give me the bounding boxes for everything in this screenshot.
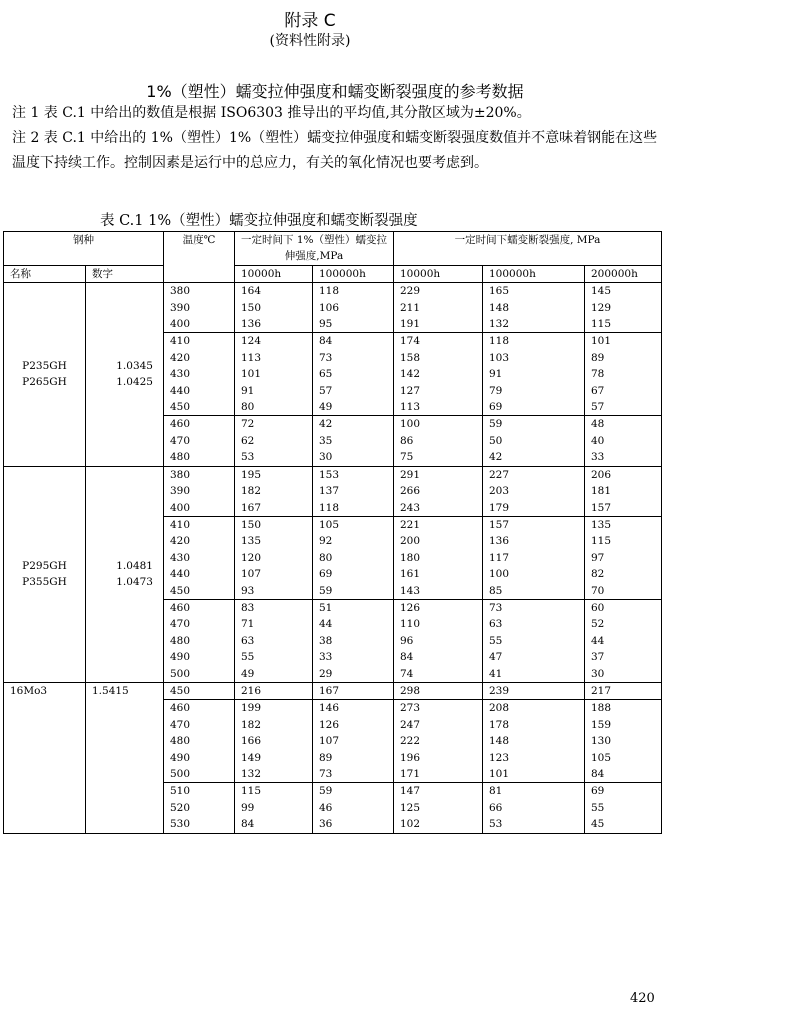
cell-value: 400: [170, 318, 191, 331]
cell-value: 110: [400, 618, 421, 631]
page-number: 420: [630, 991, 655, 1006]
cell-value: 62: [241, 434, 255, 447]
cell-value: 530: [170, 818, 191, 831]
cell-value: 127: [400, 384, 421, 397]
value-cell: [164, 516, 235, 599]
value-cell: [394, 700, 483, 783]
cell-value: 136: [489, 535, 510, 548]
value-cell: [235, 466, 313, 516]
value-cell: [164, 466, 235, 516]
cell-value: 69: [489, 401, 503, 414]
cell-value: 80: [241, 401, 255, 414]
steel-number-cell: [86, 466, 164, 682]
cell-value: 157: [489, 518, 510, 531]
cell-value: 171: [400, 768, 421, 780]
cell-value: 216: [241, 684, 262, 697]
value-cell: [394, 516, 483, 599]
cell-value: 53: [241, 451, 255, 464]
cell-value: 84: [400, 651, 414, 664]
cell-value: 102: [400, 818, 421, 831]
value-cell: [235, 283, 313, 333]
header-name: 名称: [4, 265, 86, 282]
cell-value: 55: [489, 634, 503, 647]
appendix-title: 附录 C: [284, 11, 336, 31]
cell-value: 113: [400, 401, 421, 414]
value-cell: [164, 599, 235, 682]
cell-value: 42: [319, 418, 333, 431]
steel-number: 1.0425: [116, 376, 153, 389]
value-cell: [394, 783, 483, 833]
cell-value: 470: [170, 434, 191, 447]
value-cell: [483, 416, 585, 466]
main-title: 1%（塑性）蠕变拉伸强度和蠕变断裂强度的参考数据: [146, 82, 524, 101]
cell-value: 195: [241, 468, 262, 481]
cell-value: 59: [319, 584, 333, 597]
cell-value: 41: [489, 667, 503, 680]
value-cell: [235, 416, 313, 466]
appendix-subtitle: (资料性附录): [269, 33, 351, 49]
value-cell: [235, 333, 313, 416]
cell-value: 450: [170, 401, 191, 414]
value-cell: [164, 682, 235, 699]
value-cell: [585, 599, 662, 682]
cell-value: 490: [170, 651, 191, 664]
value-cell: [235, 516, 313, 599]
cell-value: 118: [319, 501, 340, 514]
value-cell: [585, 700, 662, 783]
value-cell: [313, 516, 394, 599]
value-cell: [483, 783, 585, 833]
cell-value: 67: [591, 384, 605, 397]
cell-value: 179: [489, 501, 510, 514]
cell-value: 89: [591, 351, 605, 364]
cell-value: 93: [241, 584, 255, 597]
cell-value: 221: [400, 518, 421, 531]
cell-value: 146: [319, 702, 340, 715]
cell-value: 101: [241, 368, 262, 381]
cell-value: 97: [591, 551, 605, 564]
cell-value: 165: [489, 285, 510, 298]
cell-value: 148: [489, 301, 510, 314]
cell-value: 440: [170, 568, 191, 581]
cell-value: 145: [591, 285, 612, 298]
value-cell: [585, 283, 662, 333]
cell-value: 44: [591, 634, 605, 647]
table-row: [4, 466, 662, 516]
steel-name: P235GH: [22, 360, 67, 373]
cell-value: 101: [591, 335, 612, 348]
value-cell: [585, 416, 662, 466]
cell-value: 91: [241, 384, 255, 397]
value-cell: [585, 516, 662, 599]
cell-value: 107: [241, 568, 262, 581]
cell-value: 480: [170, 451, 191, 464]
steel-name: P265GH: [22, 376, 67, 389]
value-cell: [585, 466, 662, 516]
cell-value: 33: [319, 651, 333, 664]
cell-value: 107: [319, 735, 340, 748]
cell-value: 57: [591, 401, 605, 414]
value-cell: [394, 599, 483, 682]
steel-name-cell: [4, 466, 86, 682]
header-200000h-rupture: 200000h: [585, 265, 662, 282]
cell-value: 167: [319, 684, 340, 697]
cell-value: 85: [489, 584, 503, 597]
cell-value: 125: [400, 801, 421, 814]
cell-value: 135: [591, 518, 612, 531]
cell-value: 136: [241, 318, 262, 331]
cell-value: 130: [591, 735, 612, 748]
value-cell: [394, 682, 483, 699]
value-cell: [164, 283, 235, 333]
value-cell: [585, 783, 662, 833]
cell-value: 117: [489, 551, 510, 564]
cell-value: 182: [241, 718, 262, 731]
cell-value: 35: [319, 434, 333, 447]
cell-value: 84: [591, 768, 605, 780]
cell-value: 166: [241, 735, 262, 748]
steel-name: P295GH: [22, 559, 67, 572]
cell-value: 65: [319, 368, 333, 381]
cell-value: 150: [241, 518, 262, 531]
value-cell: [313, 700, 394, 783]
cell-value: 118: [489, 335, 510, 348]
header-100000h-rupture: 100000h: [483, 265, 585, 282]
value-cell: [313, 783, 394, 833]
value-cell: [313, 466, 394, 516]
cell-value: 100: [400, 418, 421, 431]
cell-value: 380: [170, 468, 191, 481]
cell-value: 71: [241, 618, 255, 631]
value-cell: [235, 599, 313, 682]
cell-value: 96: [400, 634, 414, 647]
value-cell: [483, 682, 585, 699]
cell-value: 113: [241, 351, 262, 364]
cell-value: 390: [170, 301, 191, 314]
cell-value: 167: [241, 501, 262, 514]
cell-value: 46: [319, 801, 333, 814]
cell-value: 55: [241, 651, 255, 664]
steel-number: 1.0345: [116, 360, 153, 373]
value-cell: [585, 682, 662, 699]
cell-value: 36: [319, 818, 333, 831]
value-cell: [394, 466, 483, 516]
cell-value: 53: [489, 818, 503, 831]
value-cell: [164, 416, 235, 466]
cell-value: 42: [489, 451, 503, 464]
cell-value: 178: [489, 718, 510, 731]
header-10000h-tensile: 10000h: [235, 265, 313, 282]
cell-value: 410: [170, 335, 191, 348]
cell-value: 73: [319, 768, 333, 780]
cell-value: 222: [400, 735, 421, 748]
cell-value: 75: [400, 451, 414, 464]
cell-value: 95: [319, 318, 333, 331]
value-cell: [313, 416, 394, 466]
cell-value: 74: [400, 667, 414, 680]
value-cell: [483, 283, 585, 333]
cell-value: 239: [489, 684, 510, 697]
note-2: 注 2 表 C.1 中给出的 1%（塑性）1%（塑性）蠕变拉伸强度和蠕变断裂强度数值并不意味着钢能在这些温度下持续工作。控制因素是运行中的总应力，有关的氧化情况也要考虑到。: [12, 130, 658, 171]
steel-number-cell: [86, 283, 164, 466]
value-cell: [313, 682, 394, 699]
cell-value: 410: [170, 518, 191, 531]
table-caption: 表 C.1 1%（塑性）蠕变拉伸强度和蠕变断裂强度: [100, 213, 418, 229]
header-creep-rupture: 一定时间下蠕变断裂强度, MPa: [394, 232, 662, 266]
cell-value: 115: [591, 535, 612, 548]
steel-number-cell: [86, 682, 164, 833]
value-cell: [235, 700, 313, 783]
value-cell: [483, 599, 585, 682]
cell-value: 132: [241, 768, 262, 780]
cell-value: 164: [241, 285, 262, 298]
cell-value: 82: [591, 568, 605, 581]
cell-value: 79: [489, 384, 503, 397]
cell-value: 86: [400, 434, 414, 447]
cell-value: 460: [170, 702, 191, 715]
value-cell: [483, 466, 585, 516]
cell-value: 490: [170, 751, 191, 764]
cell-value: 50: [489, 434, 503, 447]
cell-value: 49: [319, 401, 333, 414]
cell-value: 188: [591, 702, 612, 715]
cell-value: 206: [591, 468, 612, 481]
value-cell: [235, 783, 313, 833]
cell-value: 101: [489, 768, 510, 780]
steel-number: 1.0473: [116, 576, 153, 589]
steel-name-cell: [4, 682, 86, 833]
cell-value: 180: [400, 551, 421, 564]
cell-value: 420: [170, 535, 191, 548]
header-steel: 钢种: [4, 232, 164, 266]
cell-value: 63: [489, 618, 503, 631]
cell-value: 103: [489, 351, 510, 364]
cell-value: 92: [319, 535, 333, 548]
cell-value: 115: [241, 785, 262, 798]
cell-value: 150: [241, 301, 262, 314]
cell-value: 29: [319, 667, 333, 680]
cell-value: 37: [591, 651, 605, 664]
cell-value: 174: [400, 335, 421, 348]
cell-value: 400: [170, 501, 191, 514]
cell-value: 430: [170, 551, 191, 564]
cell-value: 520: [170, 801, 191, 814]
cell-value: 84: [319, 335, 333, 348]
value-cell: [394, 416, 483, 466]
cell-value: 460: [170, 418, 191, 431]
value-cell: [483, 700, 585, 783]
cell-value: 59: [489, 418, 503, 431]
cell-value: 480: [170, 735, 191, 748]
cell-value: 89: [319, 751, 333, 764]
cell-value: 72: [241, 418, 255, 431]
cell-value: 48: [591, 418, 605, 431]
cell-value: 120: [241, 551, 262, 564]
cell-value: 157: [591, 501, 612, 514]
cell-value: 510: [170, 785, 191, 798]
cell-value: 273: [400, 702, 421, 715]
cell-value: 158: [400, 351, 421, 364]
value-cell: [313, 333, 394, 416]
steel-number: 1.0481: [116, 559, 153, 572]
value-cell: [164, 783, 235, 833]
cell-value: 84: [241, 818, 255, 831]
cell-value: 63: [241, 634, 255, 647]
cell-value: 49: [241, 667, 255, 680]
cell-value: 80: [319, 551, 333, 564]
cell-value: 500: [170, 667, 191, 680]
cell-value: 132: [489, 318, 510, 331]
value-cell: [585, 333, 662, 416]
cell-value: 105: [591, 751, 612, 764]
value-cell: [483, 333, 585, 416]
header-creep-tensile: 一定时间下 1%（塑性）蠕变拉伸强度,MPa: [235, 232, 394, 266]
cell-value: 149: [241, 751, 262, 764]
cell-value: 30: [319, 451, 333, 464]
cell-value: 181: [591, 485, 612, 498]
cell-value: 106: [319, 301, 340, 314]
cell-value: 40: [591, 434, 605, 447]
cell-value: 199: [241, 702, 262, 715]
steel-name: 16Mo3: [10, 684, 48, 697]
cell-value: 182: [241, 485, 262, 498]
cell-value: 81: [489, 785, 503, 798]
cell-value: 123: [489, 751, 510, 764]
cell-value: 69: [319, 568, 333, 581]
cell-value: 57: [319, 384, 333, 397]
cell-value: 211: [400, 301, 421, 314]
header-number: 数字: [86, 265, 164, 282]
cell-value: 380: [170, 285, 191, 298]
cell-value: 70: [591, 584, 605, 597]
steel-name: P355GH: [22, 576, 67, 589]
cell-value: 129: [591, 301, 612, 314]
cell-value: 73: [319, 351, 333, 364]
cell-value: 59: [319, 785, 333, 798]
header-temp: 温度℃: [164, 232, 235, 283]
cell-value: 73: [489, 601, 503, 614]
cell-value: 143: [400, 584, 421, 597]
cell-value: 200: [400, 535, 421, 548]
cell-value: 480: [170, 634, 191, 647]
cell-value: 153: [319, 468, 340, 481]
cell-value: 147: [400, 785, 421, 798]
cell-value: 390: [170, 485, 191, 498]
steel-name-cell: [4, 283, 86, 466]
creep-strength-table: [3, 231, 662, 834]
value-cell: [394, 283, 483, 333]
cell-value: 100: [489, 568, 510, 581]
cell-value: 266: [400, 485, 421, 498]
table-row: [4, 682, 662, 699]
cell-value: 159: [591, 718, 612, 731]
cell-value: 500: [170, 768, 191, 780]
cell-value: 227: [489, 468, 510, 481]
cell-value: 115: [591, 318, 612, 331]
cell-value: 470: [170, 618, 191, 631]
cell-value: 203: [489, 485, 510, 498]
cell-value: 430: [170, 368, 191, 381]
cell-value: 83: [241, 601, 255, 614]
cell-value: 33: [591, 451, 605, 464]
cell-value: 105: [319, 518, 340, 531]
cell-value: 30: [591, 667, 605, 680]
cell-value: 45: [591, 818, 605, 831]
cell-value: 126: [400, 601, 421, 614]
value-cell: [313, 283, 394, 333]
value-cell: [164, 333, 235, 416]
cell-value: 44: [319, 618, 333, 631]
cell-value: 52: [591, 618, 605, 631]
cell-value: 135: [241, 535, 262, 548]
value-cell: [164, 700, 235, 783]
cell-value: 450: [170, 584, 191, 597]
value-cell: [313, 599, 394, 682]
note-1: 注 1 表 C.1 中给出的数值是根据 ISO6303 推导出的平均值,其分散区域为±20%。: [12, 105, 531, 121]
cell-value: 126: [319, 718, 340, 731]
cell-value: 142: [400, 368, 421, 381]
cell-value: 118: [319, 285, 340, 298]
cell-value: 291: [400, 468, 421, 481]
cell-value: 440: [170, 384, 191, 397]
cell-value: 247: [400, 718, 421, 731]
header-100000h-tensile: 100000h: [313, 265, 394, 282]
cell-value: 196: [400, 751, 421, 764]
cell-value: 38: [319, 634, 333, 647]
cell-value: 78: [591, 368, 605, 381]
cell-value: 69: [591, 785, 605, 798]
cell-value: 298: [400, 684, 421, 697]
cell-value: 450: [170, 684, 191, 697]
table-row: [4, 283, 662, 333]
value-cell: [235, 682, 313, 699]
header-row-1: [4, 232, 662, 266]
cell-value: 243: [400, 501, 421, 514]
cell-value: 99: [241, 801, 255, 814]
cell-value: 208: [489, 702, 510, 715]
cell-value: 148: [489, 735, 510, 748]
cell-value: 60: [591, 601, 605, 614]
cell-value: 47: [489, 651, 503, 664]
cell-value: 217: [591, 684, 612, 697]
cell-value: 460: [170, 601, 191, 614]
cell-value: 66: [489, 801, 503, 814]
cell-value: 55: [591, 801, 605, 814]
cell-value: 420: [170, 351, 191, 364]
cell-value: 137: [319, 485, 340, 498]
steel-number: 1.5415: [92, 684, 129, 697]
cell-value: 191: [400, 318, 421, 331]
cell-value: 229: [400, 285, 421, 298]
cell-value: 124: [241, 335, 262, 348]
header-10000h-rupture: 10000h: [394, 265, 483, 282]
cell-value: 91: [489, 368, 503, 381]
value-cell: [483, 516, 585, 599]
cell-value: 470: [170, 718, 191, 731]
header-row-2: [4, 265, 662, 282]
value-cell: [394, 333, 483, 416]
cell-value: 51: [319, 601, 333, 614]
cell-value: 161: [400, 568, 421, 581]
